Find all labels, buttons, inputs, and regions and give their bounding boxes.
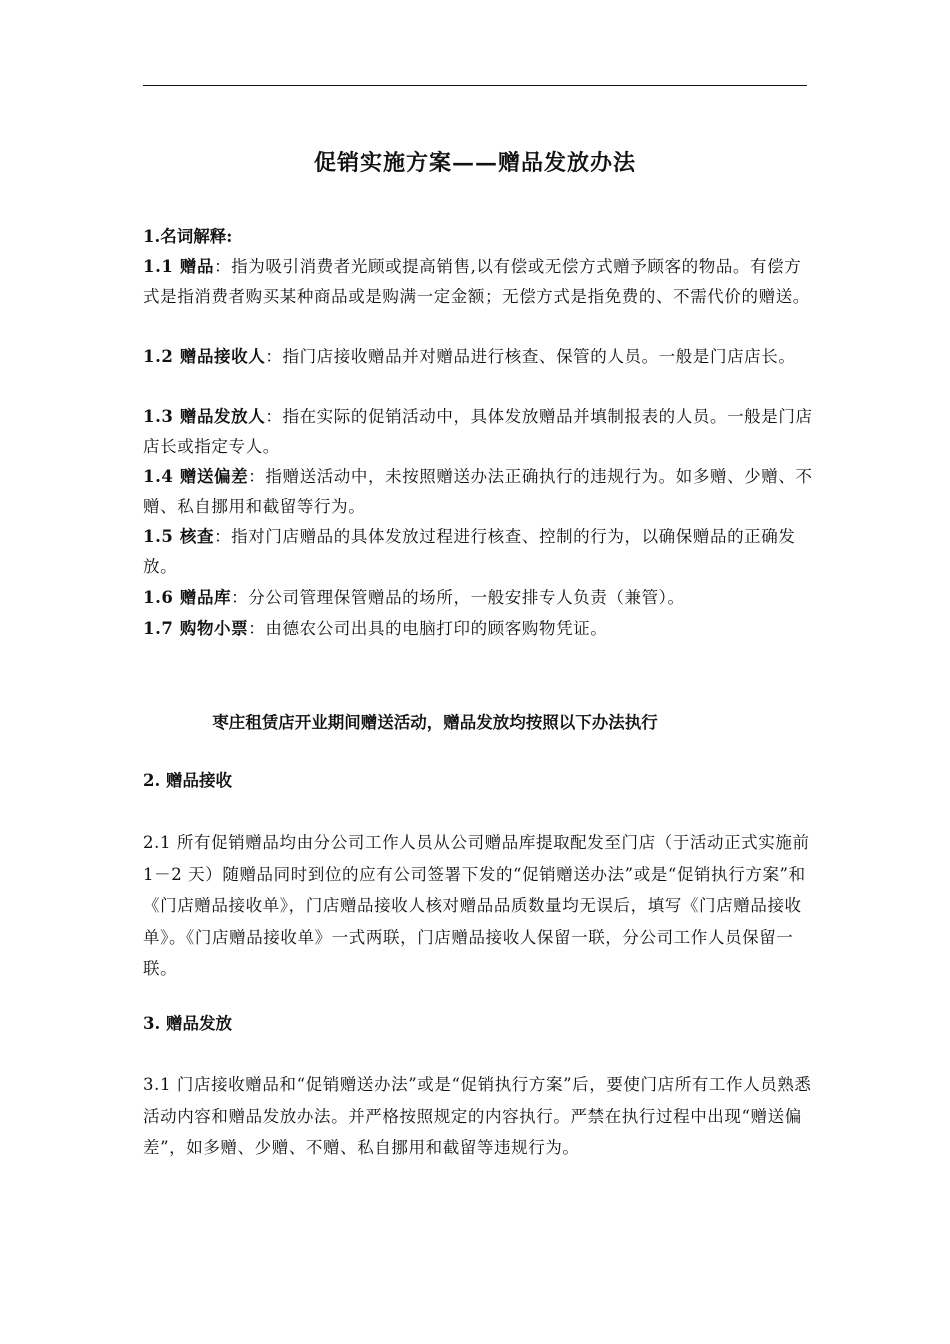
- section-2-paragraph: 2.1 所有促销赠品均由分公司工作人员从公司赠品库提取配发至门店（于活动正式实施前 1－2 天）随赠品同时到位的应有公司签署下发的“促销赠送办法”或是“促销执行方案”和《门店赠品接收单》，门店赠品接收人核对赠品品质数量均无误后，填写《门店赠品接收单》。《门店赠品接收单》一式两联，门店赠品接收人保留一联，分公司工作人员保留一联。: [143, 833, 810, 978]
- definition-term: 1.2 赠品接收人: [143, 347, 266, 366]
- definition-separator: ：: [214, 527, 232, 546]
- definition-1-6: [143, 583, 813, 613]
- definition-term: 1.7 购物小票: [143, 619, 249, 638]
- definition-1-1: [143, 252, 813, 312]
- definition-separator: ：: [265, 347, 283, 366]
- definition-text: 指对门店赠品的具体发放过程进行核查、控制的行为，以确保赠品的正确发放。: [143, 527, 796, 576]
- definition-text: 指为吸引消费者光顾或提高销售,以有偿或无偿方式赠予顾客的物品。有偿方式是指消费者购买某种商品或是购满一定金额；无偿方式是指免费的、不需代价的赠送。: [143, 257, 810, 306]
- definition-1-7: [143, 614, 813, 644]
- notice-line: 枣庄租赁店开业期间赠送活动，赠品发放均按照以下办法执行: [212, 713, 658, 732]
- section-heading-text: 2. 赠品接收: [143, 771, 232, 790]
- definition-separator: ：: [214, 257, 232, 276]
- definition-term: 1.3 赠品发放人: [143, 407, 266, 426]
- document-title: 促销实施方案——赠品发放办法: [313, 150, 636, 176]
- section-2-heading: [143, 766, 813, 796]
- definition-1-2: [143, 342, 813, 372]
- definition-separator: ：: [248, 619, 266, 638]
- definition-separator: ：: [231, 588, 249, 607]
- section-3-paragraph: 3.1 门店接收赠品和“促销赠送办法”或是“促销执行方案”后，要使门店所有工作人员熟悉活动内容和赠品发放办法。并严格按照规定的内容执行。严禁在执行过程中出现“赠送偏差”，如多赠、少赠、不赠、私自挪用和截留等违规行为。: [143, 1075, 812, 1157]
- definition-text: 指门店接收赠品并对赠品进行核查、保管的人员。一般是门店店长。: [282, 347, 796, 366]
- definition-1-4: [143, 462, 813, 522]
- definition-text: 分公司管理保管赠品的场所，一般安排专人负责（兼管）。: [248, 588, 685, 607]
- section-heading-text: 3. 赠品发放: [143, 1014, 232, 1033]
- definition-term: 1.4 赠送偏差: [143, 467, 249, 486]
- definition-term: 1.1 赠品: [143, 257, 215, 276]
- definition-text: 由德农公司出具的电脑打印的顾客购物凭证。: [265, 619, 608, 638]
- definition-term: 1.5 核查: [143, 527, 215, 546]
- section-3-heading: [143, 1009, 813, 1039]
- definition-text: 指在实际的促销活动中，具体发放赠品并填制报表的人员。一般是门店店长或指定专人。: [143, 407, 813, 456]
- definition-separator: ：: [265, 407, 283, 426]
- definition-1-3: [143, 402, 813, 462]
- header-rule: [143, 85, 807, 86]
- definition-separator: ：: [248, 467, 266, 486]
- definition-1-5: [143, 522, 813, 582]
- definitions-heading: [143, 222, 813, 252]
- definitions-heading-text: 1.名词解释:: [143, 227, 233, 246]
- definition-term: 1.6 赠品库: [143, 588, 232, 607]
- definition-text: 指赠送活动中，未按照赠送办法正确执行的违规行为。如多赠、少赠、不赠、私自挪用和截留等行为。: [143, 467, 813, 516]
